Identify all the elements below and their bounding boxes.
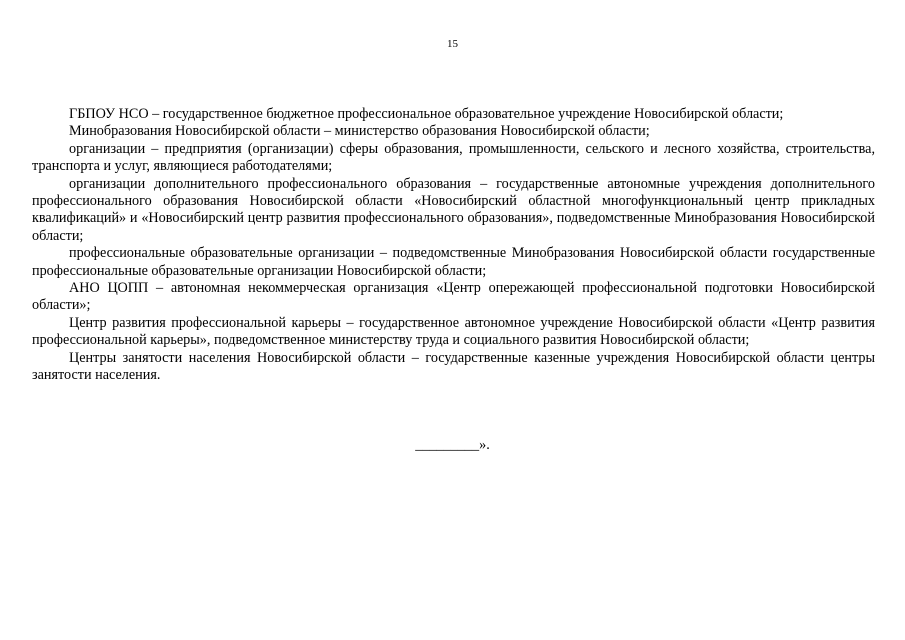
definition-paragraph: организации – предприятия (организации) сферы образования, промышленности, сельского и лесного хозяйства, строительства, транспорта и услуг, являющиеся работодателями; [32,140,875,175]
definition-paragraph: АНО ЦОПП – автономная некоммерческая организация «Центр опережающей профессиональной подготовки Новосибирской области»; [32,280,875,314]
definition-paragraph: Минобразования Новосибирской области – министерство образования Новосибирской области; [69,123,650,140]
definition-paragraph: Центры занятости населения Новосибирской области – государственные казенные учреждения Новосибирской области центры занятости населения. [32,349,875,384]
definition-paragraph: профессиональные образовательные организации – подведомственные Минобразования Новосибирской области государственные профессиональные образовательные организации Новосибирской области; [32,245,875,279]
closing-line: _________». [415,437,490,453]
definition-paragraph: ГБПОУ НСО – государственное бюджетное профессиональное образовательное учреждение Новосибирской области; [69,106,784,122]
page-number: 15 [447,38,458,50]
definition-paragraph: Центр развития профессиональной карьеры – государственное автономное учреждение Новосибирской области «Центр развития профессиональной карьеры», подведомственное министерству труда и социального развития Новосибирской области; [32,314,875,349]
definition-paragraph: организации дополнительного профессионального образования – государственные автономные учреждения дополнительного профессионального образования Новосибирской области «Новосибирский областной многофункциональный центр прикладных квалификаций» и «Новосибирский центр развития профессионального образования», подведомственные Минобразования Новосибирской области; [32,175,875,244]
definitions-list [32,106,875,385]
